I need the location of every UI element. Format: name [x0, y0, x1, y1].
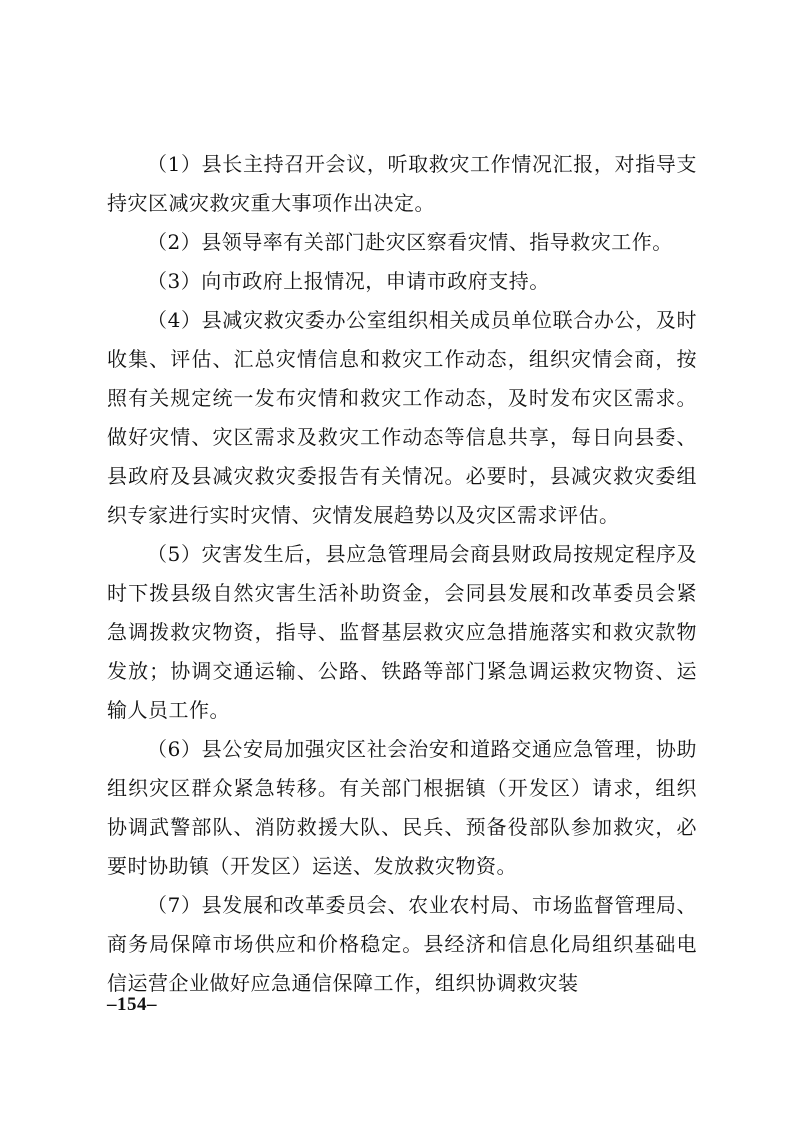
paragraph-3: （3）向市政府上报情况，申请市政府支持。 — [147, 269, 550, 293]
paragraph-6: （6）县公安局加强灾区社会治安和道路交通应急管理，协助组织灾区群众紧急转移。有关部门根据镇（开发区）请求，组织协调武警部队、消防救援大队、民兵、预备役部队参加救灾，必要时协助镇（开发区）运送、发放救灾物资。 — [107, 737, 697, 878]
paragraph-5: （5）灾害发生后，县应急管理局会商县财政局按规定程序及时下拨县级自然灾害生活补助资金，会同县发展和改革委员会紧急调拨救灾物资，指导、监督基层救灾应急措施落实和救灾款物发放；协调交通运输、公路、铁路等部门紧急调运救灾物资、运输人员工作。 — [107, 542, 697, 722]
paragraph-2: （2）县领导率有关部门赴灾区察看灾情、指导救灾工作。 — [147, 230, 673, 254]
document-body — [107, 145, 697, 1003]
paragraph-1: （1）县长主持召开会议，听取救灾工作情况汇报，对指导支持灾区减灾救灾重大事项作出决定。 — [107, 152, 697, 215]
paragraph-4: （4）县减灾救灾委办公室组织相关成员单位联合办公，及时收集、评估、汇总灾情信息和救灾工作动态，组织灾情会商，按照有关规定统一发布灾情和救灾工作动态，及时发布灾区需求。做好灾情、灾区需求及救灾工作动态等信息共享，每日向县委、县政府及县减灾救灾委报告有关情况。必要时，县减灾救灾委组织专家进行实时灾情、灾情发展趋势以及灾区需求评估。 — [107, 308, 697, 527]
page-number: –154– — [107, 994, 157, 1015]
paragraph-7: （7）县发展和改革委员会、农业农村局、市场监督管理局、商务局保障市场供应和价格稳定。县经济和信息化局组织基础电信运营企业做好应急通信保障工作，组织协调救灾装 — [107, 893, 697, 995]
